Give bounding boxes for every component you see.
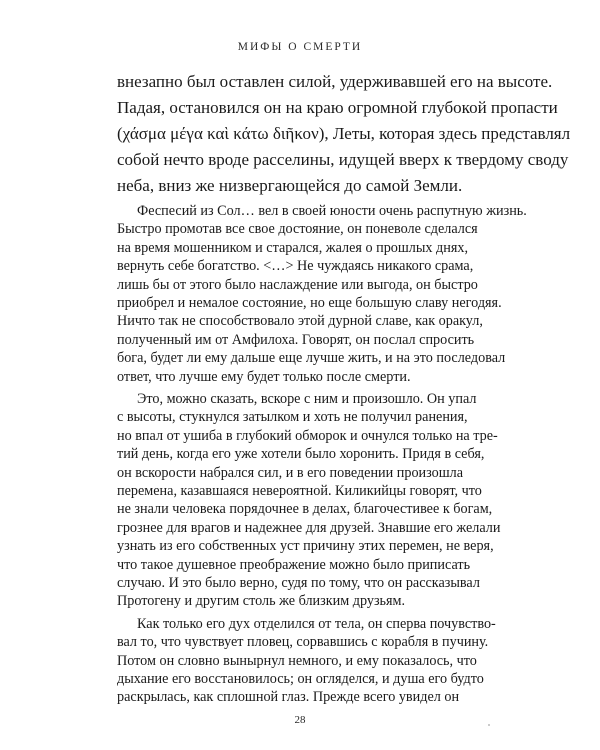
page-number: 28 <box>294 714 306 726</box>
quote-line: ответ, что лучше ему будет только после смерти. <box>117 368 411 385</box>
quote-line: случаю. И это было верно, судя по тому, что он рассказывал <box>117 575 480 591</box>
quote-line: Как только его дух отделился от тела, он сперва почувство- <box>137 615 496 632</box>
quote-line: вал то, что чувствует пловец, сорвавшись с корабля в пучину. <box>117 634 489 651</box>
print-speck <box>488 724 490 726</box>
quote-line: не знали человека порядочнее в делах, благочестивее к богам, <box>117 501 493 518</box>
quote-line: полученный им от Амфилоха. Говорят, он послал спросить <box>117 331 475 348</box>
quote-line: лишь бы от этого было наслаждение или выгода, он быстро <box>117 276 478 293</box>
quote-line: Протогену и другим столь же близким друзьям. <box>117 593 406 610</box>
quote-line: что такое душевное преображение можно было приписать <box>117 556 471 573</box>
quote-line: Это, можно сказать, вскоре с ним и произошло. Он упал <box>137 391 477 407</box>
quote-line: приобрел и немалое состояние, но еще большую славу негодяя. <box>117 295 502 311</box>
running-head: МИФЫ О СМЕРТИ <box>237 41 363 53</box>
text-line: собой нечто вроде расселины, идущей вверх к твердому своду <box>117 150 569 169</box>
quote-line: дыхание его восстановилось; он огляделся, и душа его будто <box>117 671 484 687</box>
text-line: (χάσμα μέγα καὶ κάτω διῆκον), Леты, которая здесь представлял <box>117 124 571 143</box>
text-line: Падая, остановился он на краю огромной глубокой пропасти <box>117 98 558 117</box>
quote-line: он вскорости набрался сил, и в его поведении произошла <box>117 464 464 481</box>
quote-line: Феспесий из Сол… вел в своей юности очень распутную жизнь. <box>137 203 527 219</box>
quote-line: Быстро промотав все свое достояние, он поневоле сделался <box>117 221 478 238</box>
quote-line: бога, будет ли ему дальше еще лучше жить, и на это последовал <box>117 350 506 367</box>
quote-line: раскрылась, как сплошной глаз. Прежде всего увидел он <box>117 689 460 706</box>
quote-line: Ничто так не способствовало этой дурной славе, как оракул, <box>117 313 483 330</box>
quote-line: но впал от ушиба в глубокий обморок и очнулся только на тре- <box>117 427 498 444</box>
quote-line: вернуть себе богатство. <…> Не чуждаясь никакого срама, <box>117 258 474 275</box>
text-line: внезапно был оставлен силой, удерживавшей его на высоте. <box>117 72 553 91</box>
quote-line: на время мошенником и старался, жалея о прошлых днях, <box>117 239 469 256</box>
quote-line: узнать из его собственных уст причину этих перемен, не веря, <box>117 538 494 555</box>
quote-line: с высоты, стукнулся затылком и хоть не получил ранения, <box>117 409 468 426</box>
quote-line: перемена, казавшаяся невероятной. Киликийцы говорят, что <box>117 483 482 499</box>
quote-line: грознее для врагов и надежнее для друзей. Знавшие его желали <box>117 519 501 536</box>
quote-line: Потом он словно вынырнул немного, и ему показалось, что <box>117 652 477 669</box>
text-line: неба, вниз же низвергающейся до самой Земли. <box>117 176 463 195</box>
quote-line: тий день, когда его уже хотели было хоронить. Придя в себя, <box>117 446 485 463</box>
